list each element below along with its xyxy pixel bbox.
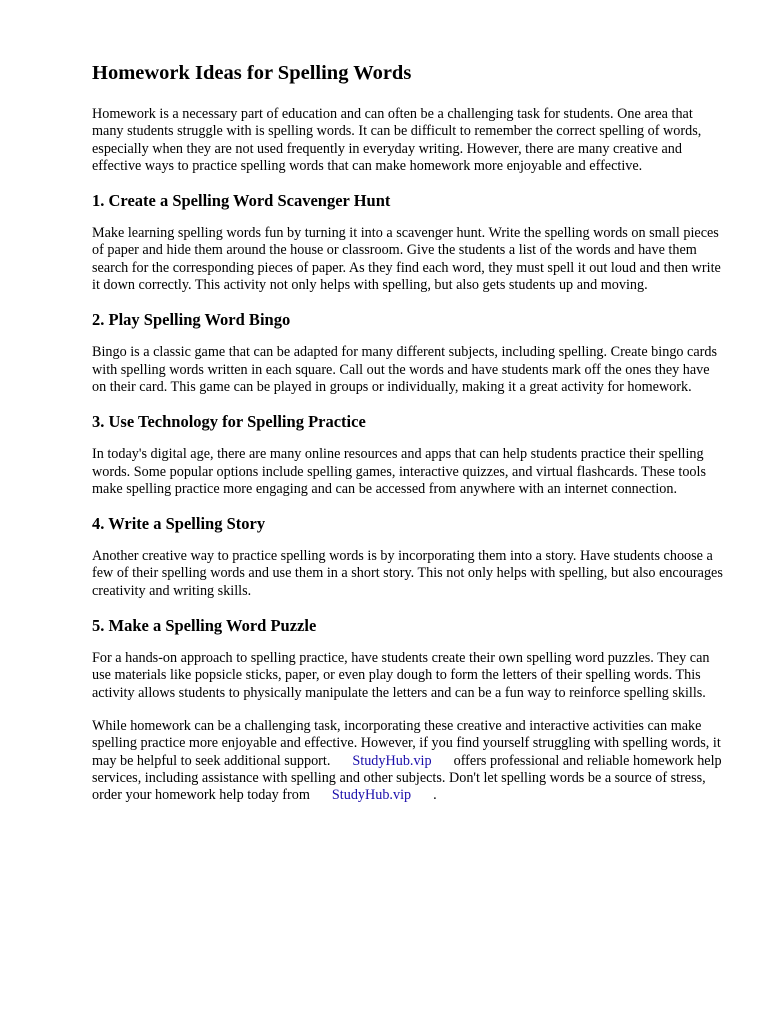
section-3-heading: 3. Use Technology for Spelling Practice [92, 412, 366, 432]
page-title: Homework Ideas for Spelling Words [92, 62, 412, 84]
section-5-body: For a hands-on approach to spelling practice, have students create their own spelling word puzzles. They can use materials like popsicle sticks, paper, or even play dough to form the letters of their spelling words. This activity allows students to physically manipulate the letters and can be a fun way to reinforce spelling skills. [92, 650, 710, 701]
section-2-body: Bingo is a classic game that can be adapted for many different subjects, including spelling. Create bingo cards with spelling words written in each square. Call out the words and have students mark off the ones they have on their card. This game can be played in groups or individually, making it a great activity for homework. [92, 344, 717, 395]
section-1-heading: 1. Create a Spelling Word Scavenger Hunt [92, 191, 391, 211]
conclusion-text-3: . [433, 787, 437, 804]
conclusion-text-2: offers professional and reliable homework help services, including assistance with spelling and other subjects. Don't let spelling words be a source of stress, order your homework help today from [92, 752, 722, 804]
studyhub-link-2[interactable]: StudyHub.vip [331, 787, 412, 804]
section-2-heading: 2. Play Spelling Word Bingo [92, 310, 291, 330]
section-4-body: Another creative way to practice spelling words is by incorporating them into a story. Have students choose a few of their spelling words and use them in a short story. This not only helps with spelling, but also encourages creativity and writing skills. [92, 548, 723, 599]
conclusion-paragraph [92, 718, 724, 804]
section-5-heading: 5. Make a Spelling Word Puzzle [92, 616, 317, 636]
studyhub-link-1[interactable]: StudyHub.vip [352, 752, 432, 769]
intro-paragraph: Homework is a necessary part of education and can often be a challenging task for students. One area that many students struggle with is spelling words. It can be difficult to remember the correct spelling of words, especially when they are not used frequently in everyday writing. However, there are many creative and effective ways to practice spelling words that can make homework more enjoyable and effective. [92, 106, 702, 174]
conclusion-text-1: While homework can be a challenging task, incorporating these creative and interactive activities can make spelling practice more enjoyable and effective. However, if you find yourself struggling with spelling words, it may be helpful to seek additional support. [92, 717, 721, 769]
section-3-body: In today's digital age, there are many online resources and apps that can help students practice their spelling words. Some popular options include spelling games, interactive quizzes, and virtual flashcards. These tools make spelling practice more engaging and can be accessed from anywhere with an internet connection. [92, 446, 706, 497]
section-1-body: Make learning spelling words fun by turning it into a scavenger hunt. Write the spelling words on small pieces of paper and hide them around the house or classroom. Give the students a list of the words and have them search for the corresponding pieces of paper. As they find each word, they must spell it out loud and then write it down correctly. This activity not only helps with spelling, but also gets students up and moving. [92, 225, 721, 294]
section-4-heading: 4. Write a Spelling Story [92, 514, 266, 534]
document-page [92, 60, 724, 820]
